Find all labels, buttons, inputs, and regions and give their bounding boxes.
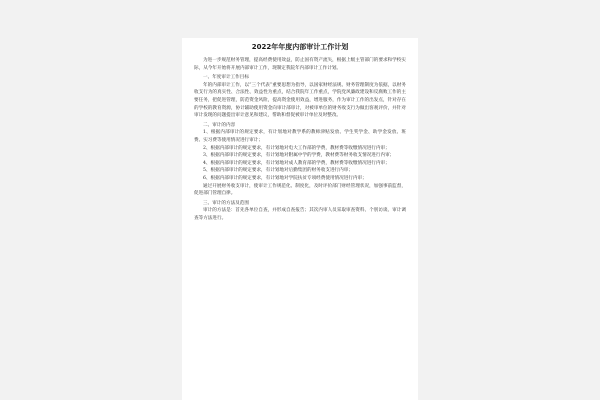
- section-heading-methods: 三、审计的方法及范围: [203, 200, 249, 206]
- content-item-1: 1、根据内部审计的规定要求，有计划地对教学系的教师津贴发放、学生奖学金、助学金发放、班费、实习费等使用情况进行审计；: [194, 130, 406, 143]
- content-item-3: 3、根据内部审计的规定要求，有计划地对附属中学的学费，教材费等财务收支情况进行内审；: [203, 153, 395, 159]
- section-heading-goals: 一、年度审计工作目标: [203, 75, 249, 81]
- content-item-4: 4、根据内部审计的规定要求，有计划地对成人教育部的学费，教材费等收缴情况进行内审；: [203, 160, 390, 166]
- section-heading-content: 二、审计的内容: [203, 122, 236, 128]
- content-item-5: 5、根据内部审计的规定要求，有计划地对后勤集团的财务收支进行内审；: [203, 168, 353, 174]
- content-item-2: 2、根据内部审计的规定要求，有计划地对电大工作部的学费，教材费等收缴情况进行内审；: [203, 145, 390, 151]
- content-summary: 通过开展财务收支审计，使审计工作规范化、制度化，及时评价部门财经管理状况，加强事前监督，促进部门管理自律。: [194, 183, 406, 197]
- document-title: 2022年年度内部审计工作计划: [251, 43, 349, 51]
- intro-paragraph: 为进一步规范财务管理，提高经费使用效益，防止国有资产流失，根据上级主管部门的要求和学校实际，从今年开始将开展内部审计工作，现制定我院年内部审计工作计划。: [194, 58, 406, 71]
- document-page: [182, 38, 418, 400]
- goals-paragraph: 年的内部审计工作，以“三个代表”重要思想为指导，以国家财经法规、财务管理制度为依据，以财务收支行为的真实性、合法性、效益性为重点，结合我院年工作重点，学院党风廉政建设和反腐败工作的主要任务，把促进管理，防范资金风险，提高资金使用效益，增进服务，作为审计工作的出发点，针对存在的学校的教育资源，协计辅助使用资金向审计部审计，对被审单位的财务收支行为做出客观评价，并针对审计发现的问题提出审计意见和建议，帮助和督促被审计单位及时整改。: [194, 82, 406, 119]
- content-item-6: 6、根据内部审计的规定要求，有计划地对学院扶贫专项经费使用情况进行内审；: [203, 175, 367, 181]
- methods-paragraph: 审计的方法是：首先各单位自查，并形成自查报告；其次内审人员采取审查资料、个别访谈、审计调查等方法进行。: [194, 208, 406, 221]
